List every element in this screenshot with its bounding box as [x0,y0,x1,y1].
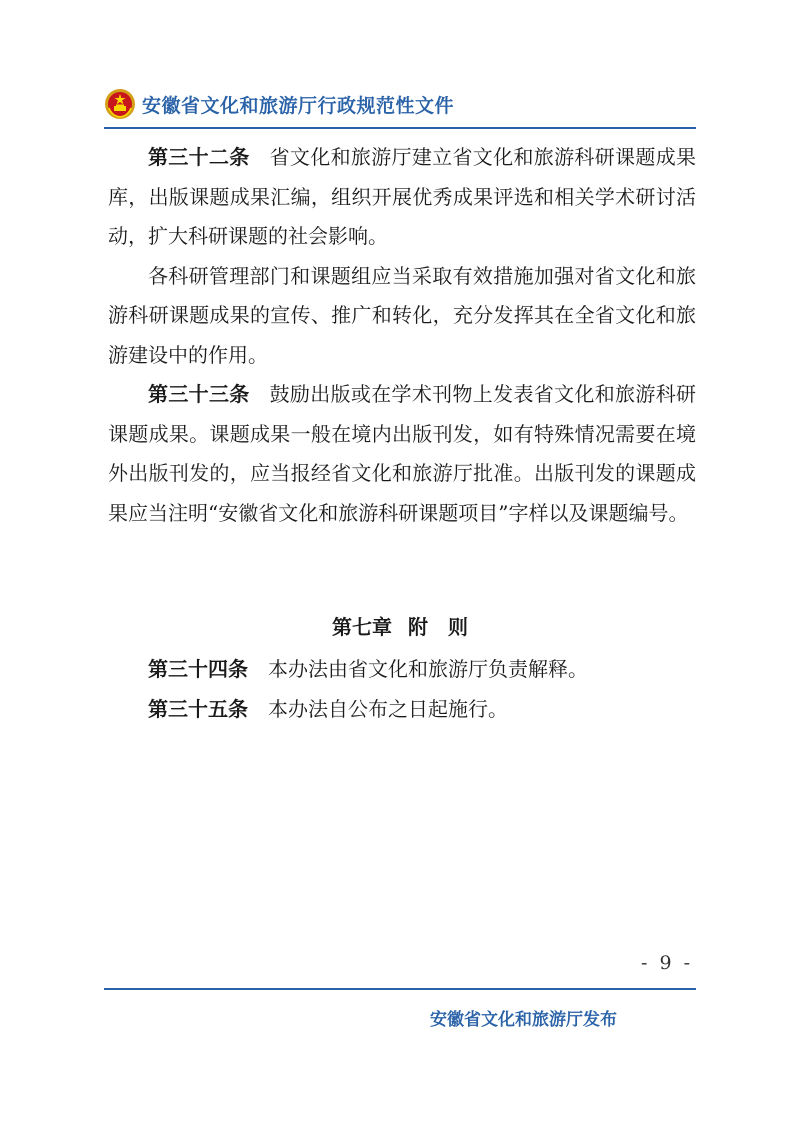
article-34 [108,650,696,690]
footer-publisher: 安徽省文化和旅游厅发布 [430,1010,617,1030]
national-emblem-icon [104,88,136,120]
chapter-heading [104,611,696,643]
supplementary-provisions [108,650,696,729]
document-header [104,84,454,124]
page-number: - 9 - [640,952,693,974]
article-number: 第三十五条 [148,696,248,721]
article-text: 各科研管理部门和课题组应当采取有效措施加强对省文化和旅游科研课题成果的宣传、推广和转化，充分发挥其在全省文化和旅游建设中的作用。 [108,263,696,367]
chapter-number: 第七章 [332,615,392,639]
article-33 [108,375,696,533]
chapter-title: 附 则 [408,615,468,639]
article-text: 本办法自公布之日起施行。 [268,696,508,721]
article-35 [108,690,696,730]
header-divider [104,127,696,129]
header-title: 安徽省文化和旅游厅行政规范性文件 [142,94,455,117]
article-number: 第三十二条 [148,145,250,169]
footer-divider [104,988,696,990]
article-32-paragraph-2 [108,257,696,376]
article-number: 第三十三条 [148,382,250,406]
article-text: 省文化和旅游厅建立省文化和旅游科研课题成果库，出版课题成果汇编，组织开展优秀成果评选和相关学术研讨活动，扩大科研课题的社会影响。 [108,145,697,248]
document-body [108,138,696,533]
article-number: 第三十四条 [148,657,248,681]
article-text: 本办法由省文化和旅游厅负责解释。 [268,657,588,681]
article-text: 鼓励出版或在学术刊物上发表省文化和旅游科研课题成果。课题成果一般在境内出版刊发，如有特殊情况需要在境外出版刊发的，应当报经省文化和旅游厅批准。出版刊发的课题成果应当注明“安徽省文化和旅游科研课题项目”字样以及课题编号。 [108,382,697,525]
article-32 [108,138,696,257]
